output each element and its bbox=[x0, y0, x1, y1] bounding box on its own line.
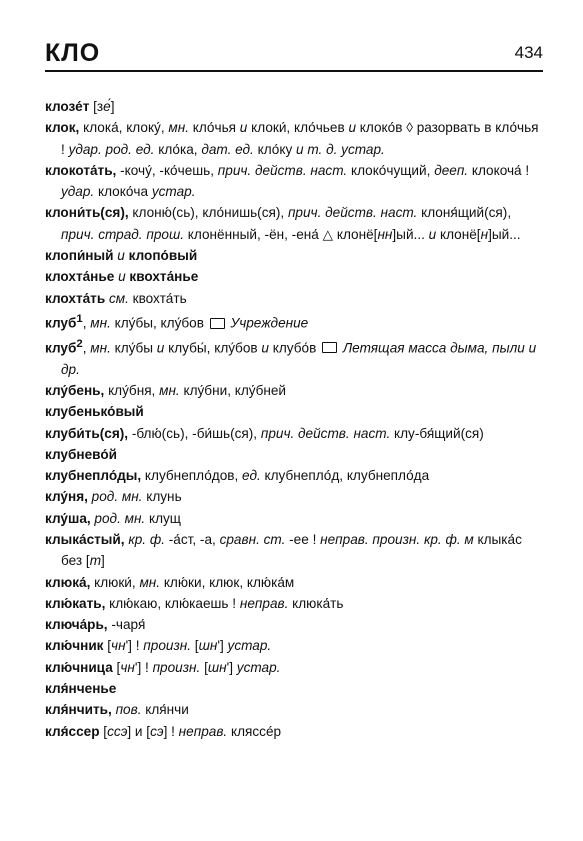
grammar-label: шн bbox=[207, 659, 227, 675]
page-header bbox=[45, 38, 543, 78]
entry-text: ] bbox=[101, 553, 105, 569]
entry-text: клубнепло́д, клубнепло́да bbox=[260, 468, 430, 484]
entry-text: ] и [ bbox=[127, 723, 151, 739]
headword: клюка́, bbox=[45, 574, 91, 590]
entry-text: кло́чья bbox=[188, 120, 240, 136]
grammar-label: мн. bbox=[159, 382, 180, 398]
book-icon bbox=[322, 342, 337, 353]
entry-text: кля́нчи bbox=[141, 702, 189, 718]
grammar-label: см. bbox=[105, 290, 129, 306]
dictionary-entry-kluben bbox=[45, 380, 545, 401]
grammar-label: чн bbox=[120, 659, 135, 675]
grammar-label: и т. д. устар. bbox=[296, 141, 385, 157]
dictionary-entry-klunya bbox=[45, 486, 545, 507]
grammar-label: Учреждение bbox=[226, 315, 309, 331]
entry-text: клю́ки, клюк, клю́ка́м bbox=[160, 574, 295, 590]
grammar-label: неправ. bbox=[178, 723, 228, 739]
grammar-label: и bbox=[114, 269, 130, 285]
grammar-label: мн. bbox=[168, 120, 189, 136]
homonym-number: 2 bbox=[76, 337, 83, 350]
headword: кля́нчить, bbox=[45, 702, 112, 718]
dictionary-entry-klyuchnitsa bbox=[45, 657, 545, 678]
dictionary-entry-klubit bbox=[45, 423, 545, 444]
grammar-label: шн bbox=[198, 638, 218, 654]
grammar-label: устар. bbox=[151, 184, 196, 200]
dictionary-entry-klonit bbox=[45, 202, 545, 245]
headword: клуб bbox=[45, 340, 77, 356]
entry-text: [ bbox=[103, 638, 112, 654]
grammar-label: е bbox=[103, 99, 111, 114]
grammar-label: дат. ед. bbox=[201, 141, 254, 157]
entry-text: квохта́ть bbox=[128, 290, 187, 306]
headword: клубнепло́ды, bbox=[45, 468, 142, 484]
dictionary-entry-klubneplody bbox=[45, 465, 545, 486]
entry-text: -чаря́ bbox=[107, 617, 146, 633]
dictionary-entry-klyanchit bbox=[45, 699, 545, 720]
entry-text: [з bbox=[89, 99, 104, 114]
entry-text: клоко́чущий, bbox=[347, 162, 435, 178]
headword: кля́нченье bbox=[45, 681, 117, 697]
headword: клозе́т bbox=[45, 99, 90, 114]
header-rule bbox=[45, 70, 543, 72]
grammar-label: произн. bbox=[152, 659, 201, 675]
grammar-label: мн. bbox=[139, 574, 161, 590]
grammar-label: ссэ bbox=[107, 723, 128, 739]
entry-text: клонё[ bbox=[436, 226, 481, 242]
entry-text: клоко́в ◊ разорвать в кло́чья ! bbox=[61, 120, 539, 157]
headword: клопо́вый bbox=[128, 248, 198, 264]
entry-text: ]ый... bbox=[488, 226, 521, 242]
dictionary-entry-klyuchnik bbox=[45, 635, 545, 656]
dictionary-entry-klyasser bbox=[45, 721, 545, 742]
entry-text: клубо́в bbox=[268, 340, 321, 356]
dictionary-entry-klopiny bbox=[45, 245, 545, 266]
grammar-label: т bbox=[89, 553, 102, 569]
grammar-label: и bbox=[113, 248, 129, 264]
headword: клок, bbox=[45, 120, 80, 136]
headword: клуби́ть(ся), bbox=[45, 425, 129, 441]
dictionary-entry-klub2 bbox=[45, 334, 545, 380]
entry-text: '] ! bbox=[125, 638, 144, 654]
headword: клопи́ный bbox=[45, 248, 114, 264]
headword: клыка́стый, bbox=[45, 532, 125, 547]
headword: клохта́нье bbox=[45, 269, 115, 285]
dictionary-entry-klokotat bbox=[45, 160, 545, 203]
entry-text: -кочу́, -ко́чешь, bbox=[116, 162, 218, 178]
entry-text: [ bbox=[200, 659, 208, 675]
headword: квохта́нье bbox=[129, 269, 199, 285]
entry-text: , bbox=[82, 315, 91, 331]
entry-text: '] ! bbox=[134, 659, 153, 675]
dictionary-entry-klyukat bbox=[45, 593, 545, 614]
entry-text: клокоча́ ! bbox=[468, 162, 530, 178]
grammar-label: неправ. произн. кр. ф. м bbox=[320, 532, 474, 547]
entry-text: клоня́щий(ся), bbox=[417, 205, 512, 221]
grammar-label: дееп. bbox=[434, 162, 469, 178]
headword: клуб bbox=[45, 315, 77, 331]
headword: клони́ть(ся), bbox=[45, 205, 129, 221]
entry-text: '] bbox=[217, 638, 228, 654]
grammar-label: мн. bbox=[90, 340, 111, 356]
entry-text: [ bbox=[112, 659, 121, 675]
homonym-number: 1 bbox=[76, 312, 83, 325]
entry-text: , bbox=[82, 340, 91, 356]
grammar-label: Летящая масса дыма, пыли и др. bbox=[61, 340, 537, 377]
headword: клу́бень, bbox=[45, 382, 105, 398]
grammar-label: сэ bbox=[150, 723, 164, 739]
entry-text: ]ый... bbox=[392, 226, 429, 242]
headword: клу́ша, bbox=[45, 510, 91, 526]
headword: кля́ссер bbox=[45, 723, 100, 739]
entry-text: ] ! bbox=[163, 723, 179, 739]
grammar-label: произн. bbox=[143, 638, 192, 654]
grammar-label: мн. bbox=[90, 315, 111, 331]
grammar-label: неправ. bbox=[239, 595, 289, 611]
grammar-label: устар. bbox=[227, 638, 272, 654]
dictionary-entry-klub1 bbox=[45, 309, 545, 334]
entry-text: клу́бни, клу́бней bbox=[179, 382, 287, 398]
dictionary-entry-klubenkovy bbox=[45, 401, 545, 422]
dictionary-entry-klokhtat bbox=[45, 288, 545, 309]
dictionary-entry-klozet bbox=[45, 96, 545, 117]
headword: клубенько́вый bbox=[45, 404, 144, 420]
entry-text: ́] bbox=[110, 99, 115, 114]
entry-text: клу́бы bbox=[110, 340, 157, 356]
grammar-label: прич. действ. наст. bbox=[217, 162, 348, 178]
dictionary-entry-klyuka bbox=[45, 572, 545, 593]
dictionary-entry-klusha bbox=[45, 508, 545, 529]
entry-text: клока́, клоку́, bbox=[79, 120, 169, 136]
entry-text: клоки́, кло́чьев bbox=[247, 120, 349, 136]
grammar-label: и bbox=[348, 120, 357, 136]
headword: клу́ня, bbox=[45, 489, 88, 505]
book-icon bbox=[210, 318, 225, 329]
entry-text: кло́ка, bbox=[154, 141, 202, 157]
entry-text: клу́бня, bbox=[104, 382, 160, 398]
entry-text: -ее ! bbox=[285, 532, 321, 547]
entry-text: клу́бы, клу́бов bbox=[110, 315, 208, 331]
grammar-label: прич. действ. наст. bbox=[287, 205, 418, 221]
headword: клю́кать, bbox=[45, 595, 106, 611]
entry-text: клю́каю, клю́каешь ! bbox=[105, 595, 240, 611]
grammar-label: род. мн. bbox=[90, 510, 146, 526]
grammar-label: удар. род. ед. bbox=[68, 141, 155, 157]
entry-text: клонённый, -ён, -ена́ △ клонё[ bbox=[184, 226, 378, 242]
grammar-label: ед. bbox=[242, 468, 261, 484]
entry-text: клыка́с без [ bbox=[61, 532, 522, 569]
entry-text: клубы́, клу́бов bbox=[164, 340, 262, 356]
dictionary-entry-klyanchenye bbox=[45, 678, 545, 699]
dictionary-entry-klykasty bbox=[45, 529, 545, 572]
entry-text: [ bbox=[99, 723, 108, 739]
grammar-label: род. мн. bbox=[87, 489, 143, 505]
dictionary-entry-klubnevoy bbox=[45, 444, 545, 465]
entry-text: клоко́ча bbox=[94, 184, 152, 200]
headword: клокота́ть, bbox=[45, 162, 117, 178]
grammar-label: и bbox=[261, 340, 269, 356]
grammar-label: и bbox=[239, 120, 248, 136]
dictionary-entry-klyuchar bbox=[45, 614, 545, 635]
headword: клубнево́й bbox=[45, 446, 117, 462]
running-head: КЛО bbox=[45, 39, 101, 67]
grammar-label: устар. bbox=[236, 659, 281, 675]
headword: клохта́ть bbox=[45, 290, 106, 306]
grammar-label: прич. действ. наст. bbox=[260, 425, 391, 441]
entry-text: клу-бя́щий(ся) bbox=[390, 425, 484, 441]
dictionary-entries bbox=[45, 96, 545, 742]
headword: ключа́рь, bbox=[45, 617, 108, 633]
grammar-label: сравн. ст. bbox=[219, 532, 286, 547]
entry-text: клубнепло́дов, bbox=[141, 468, 243, 484]
grammar-label: прич. страд. прош. bbox=[61, 226, 185, 242]
dictionary-entry-klokhtanie bbox=[45, 266, 545, 287]
grammar-label: нн bbox=[377, 226, 393, 242]
grammar-label: н bbox=[480, 226, 489, 242]
page-number: 434 bbox=[514, 43, 543, 62]
headword: клю́чница bbox=[45, 659, 113, 675]
grammar-label: и bbox=[428, 226, 437, 242]
entry-text: -а́ст, -а, bbox=[165, 532, 220, 547]
entry-text: [ bbox=[191, 638, 199, 654]
entry-text: клунь bbox=[142, 489, 182, 505]
grammar-label: чн bbox=[111, 638, 126, 654]
grammar-label: кр. ф. bbox=[124, 532, 165, 547]
entry-text: клущ bbox=[145, 510, 181, 526]
entry-text: -блю́(сь), -би́шь(ся), bbox=[128, 425, 261, 441]
dictionary-entry-klok bbox=[45, 117, 545, 160]
grammar-label: удар. bbox=[61, 184, 95, 200]
grammar-label: пов. bbox=[111, 702, 142, 718]
headword: клю́чник bbox=[45, 638, 104, 654]
entry-text: клюки́, bbox=[90, 574, 140, 590]
entry-text: кляссе́р bbox=[227, 723, 282, 739]
entry-text: кло́ку bbox=[253, 141, 297, 157]
entry-text: клоню́(сь), кло́нишь(ся), bbox=[128, 205, 288, 221]
entry-text: '] bbox=[226, 659, 237, 675]
entry-text: клюка́ть bbox=[288, 595, 344, 611]
grammar-label: и bbox=[156, 340, 165, 356]
